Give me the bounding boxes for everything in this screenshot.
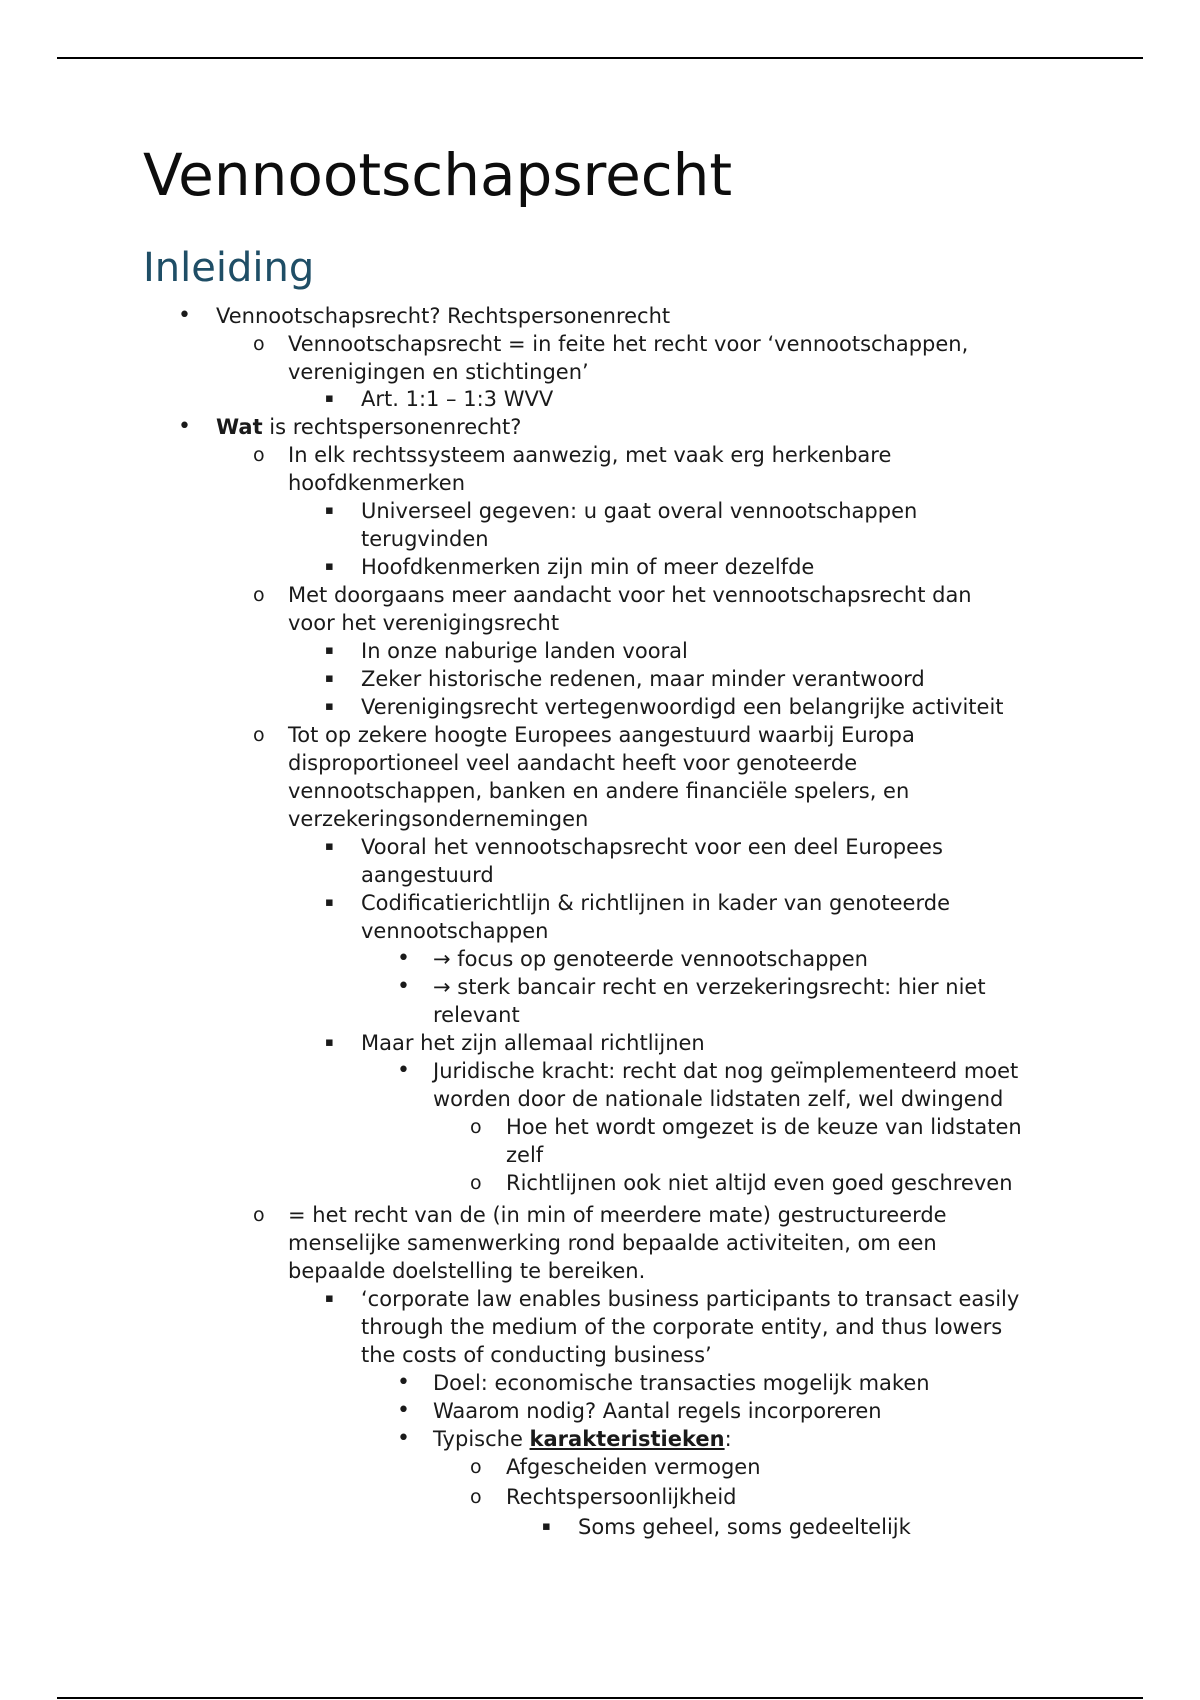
list-item-continuation: through the medium of the corporate entity, and thus lowers (361, 1315, 1003, 1339)
square-marker: ▪ (325, 643, 334, 658)
section-heading: Inleiding (143, 245, 315, 291)
list-item: = het recht van de (in min of meerdere mate) gestructureerde (288, 1203, 947, 1227)
list-item: Vennootschapsrecht = in feite het recht voor ‘vennootschappen, (288, 332, 969, 356)
list-item: Soms geheel, soms gedeeltelijk (578, 1515, 911, 1539)
square-marker: ▪ (325, 839, 334, 854)
square-marker: ▪ (325, 1291, 334, 1306)
list-item-continuation: terugvinden (361, 527, 489, 551)
list-item-text: Typische (433, 1427, 530, 1451)
circle-marker: o (470, 1116, 482, 1138)
list-item: Art. 1:1 – 1:3 WVV (361, 387, 554, 411)
list-item-continuation: hoofdkenmerken (288, 471, 466, 495)
list-item: Hoe het wordt omgezet is de keuze van lidstaten (506, 1115, 1022, 1139)
square-marker: ▪ (325, 1035, 334, 1050)
list-item: Richtlijnen ook niet altijd even goed geschreven (506, 1171, 1013, 1195)
list-item: Doel: economische transacties mogelijk maken (433, 1371, 930, 1395)
header-rule (57, 57, 1143, 59)
list-item-continuation: verzekeringsondernemingen (288, 807, 589, 831)
list-item-continuation: worden door de nationale lidstaten zelf, wel dwingend (433, 1087, 1004, 1111)
circle-marker: o (470, 1456, 482, 1478)
list-item: Hoofdkenmerken zijn min of meer dezelfde (361, 555, 815, 579)
circle-marker: o (470, 1172, 482, 1194)
circle-marker: o (253, 584, 265, 606)
list-item: In onze naburige landen vooral (361, 639, 688, 663)
bullet-marker: • (178, 303, 191, 328)
list-item (216, 413, 521, 441)
bullet-marker: • (397, 946, 410, 971)
square-marker: ▪ (325, 895, 334, 910)
square-marker: ▪ (542, 1519, 551, 1534)
list-item-text: : (724, 1427, 732, 1451)
list-item: Waarom nodig? Aantal regels incorporeren (433, 1399, 882, 1423)
footer-rule (57, 1697, 1143, 1699)
list-item: Afgescheiden vermogen (506, 1455, 761, 1479)
circle-marker: o (470, 1486, 482, 1508)
quote-item: ‘corporate law enables business participants to transact easily (361, 1287, 1020, 1311)
square-marker: ▪ (325, 559, 334, 574)
list-item: Tot op zekere hoogte Europees aangestuurd waarbij Europa (288, 723, 915, 747)
circle-marker: o (253, 724, 265, 746)
bullet-marker: • (397, 1058, 410, 1083)
list-item-continuation: bepaalde doelstelling te bereiken. (288, 1259, 646, 1283)
circle-marker: o (253, 444, 265, 466)
list-item: Vennootschapsrecht? Rechtspersonenrecht (216, 304, 671, 328)
list-item: Rechtspersoonlijkheid (506, 1485, 737, 1509)
list-item: Met doorgaans meer aandacht voor het vennootschapsrecht dan (288, 583, 972, 607)
list-item: Vooral het vennootschapsrecht voor een deel Europees (361, 835, 943, 859)
list-item-continuation: vennootschappen, banken en andere financiële spelers, en (288, 779, 910, 803)
list-item: Codificatierichtlijn & richtlijnen in kader van genoteerde (361, 891, 950, 915)
list-item-continuation: menselijke samenwerking rond bepaalde activiteiten, om een (288, 1231, 937, 1255)
list-item-continuation: vennootschappen (361, 919, 549, 943)
list-item: Maar het zijn allemaal richtlijnen (361, 1031, 705, 1055)
list-item: Zeker historische redenen, maar minder verantwoord (361, 667, 925, 691)
page-title: Vennootschapsrecht (143, 141, 733, 209)
square-marker: ▪ (325, 503, 334, 518)
list-item: Verenigingsrecht vertegenwoordigd een belangrijke activiteit (361, 695, 1004, 719)
list-item-continuation: voor het verenigingsrecht (288, 611, 560, 635)
underlined-term: karakteristieken (529, 1427, 725, 1451)
list-item-text: is rechtspersonenrecht? (262, 415, 522, 439)
list-item-continuation: the costs of conducting business’ (361, 1343, 712, 1367)
list-item: → sterk bancair recht en verzekeringsrecht: hier niet (433, 975, 986, 999)
list-item: Universeel gegeven: u gaat overal vennootschappen (361, 499, 918, 523)
list-item-continuation: aangestuurd (361, 863, 494, 887)
bullet-marker: • (397, 1426, 410, 1451)
list-item-continuation: disproportioneel veel aandacht heeft voor genoteerde (288, 751, 858, 775)
list-item: In elk rechtssysteem aanwezig, met vaak erg herkenbare (288, 443, 892, 467)
list-item-continuation: relevant (433, 1003, 520, 1027)
square-marker: ▪ (325, 699, 334, 714)
bullet-marker: • (397, 1370, 410, 1395)
bullet-marker: • (397, 1398, 410, 1423)
square-marker: ▪ (325, 391, 334, 406)
bold-term: Wat (216, 415, 263, 439)
list-item-continuation: zelf (506, 1143, 544, 1167)
list-item-continuation: verenigingen en stichtingen’ (288, 360, 589, 384)
list-item: → focus op genoteerde vennootschappen (433, 947, 868, 971)
circle-marker: o (253, 333, 265, 355)
circle-marker: o (253, 1204, 265, 1226)
square-marker: ▪ (325, 671, 334, 686)
list-item: Juridische kracht: recht dat nog geïmplementeerd moet (433, 1059, 1019, 1083)
list-item (433, 1425, 732, 1453)
bullet-marker: • (397, 974, 410, 999)
bullet-marker: • (178, 414, 191, 439)
